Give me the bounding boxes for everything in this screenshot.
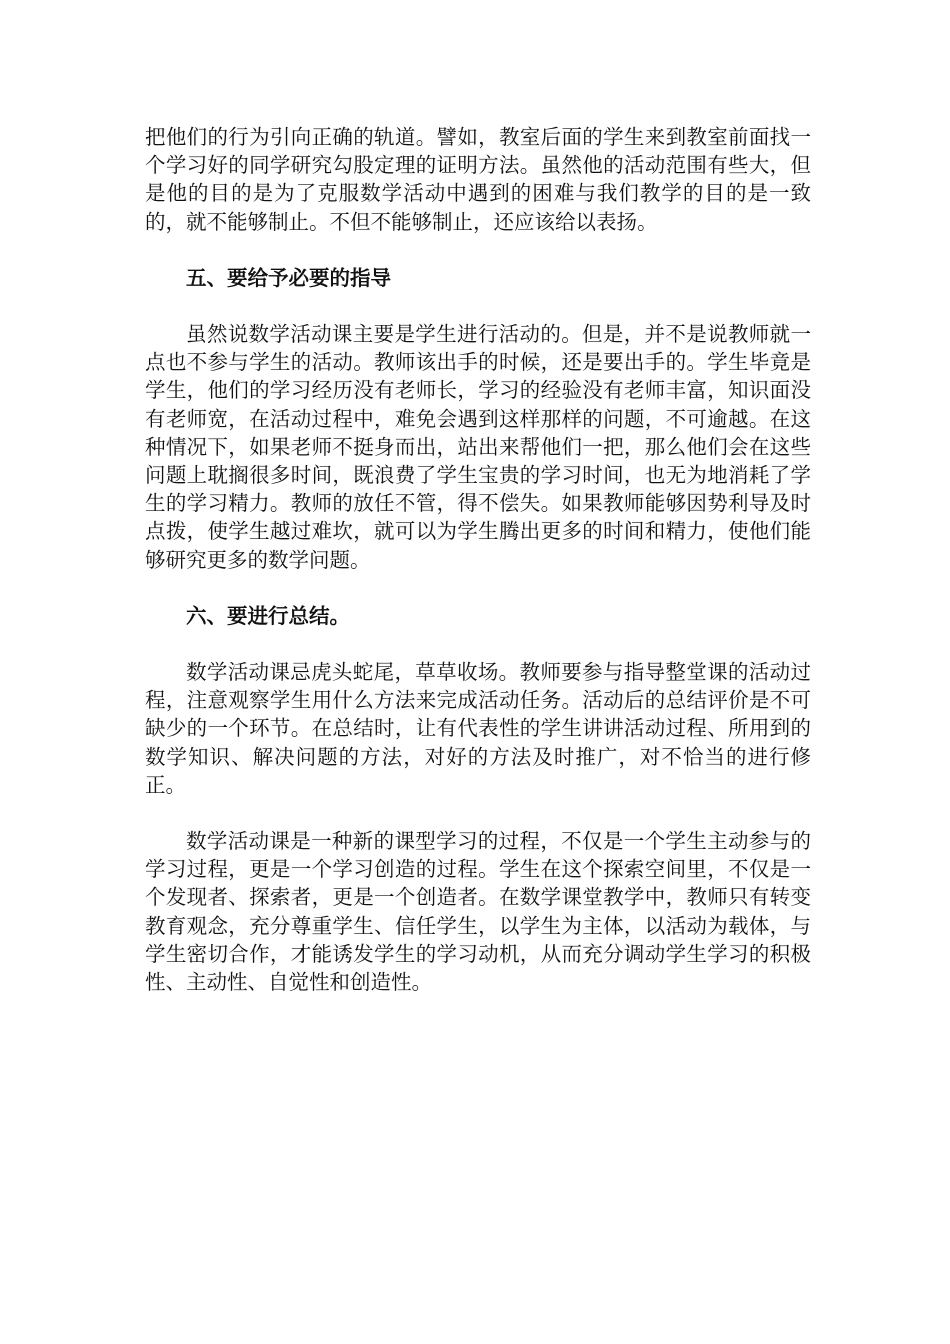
document-body (145, 123, 811, 996)
section-heading-5: 五、要给予必要的指导 (186, 265, 391, 290)
paragraph-continuation: 把他们的行为引向正确的轨道。譬如，教室后面的学生来到教室前面找一个学习好的同学研究勾股定理的证明方法。虽然他的活动范围有些大，但是他的目的是为了克服数学活动中遇到的困难与我们教学的目的是一致的，就不能够制止。不但不能够制止，还应该给以表扬。 (145, 125, 811, 234)
section-heading-6: 六、要进行总结。 (186, 603, 350, 628)
paragraph-conclusion: 数学活动课是一种新的课型学习的过程，不仅是一个学生主动参与的学习过程，更是一个学习创造的过程。学生在这个探索空间里，不仅是一个发现者、探索者，更是一个创造者。在数学课堂教学中，教师只有转变教育观念，充分尊重学生、信任学生，以学生为主体，以活动为载体，与学生密切合作，才能诱发学生的学习动机，从而充分调动学生学习的积极性、主动性、自觉性和创造性。 (145, 829, 811, 995)
paragraph-guidance: 虽然说数学活动课主要是学生进行活动的。但是，并不是说教师就一点也不参与学生的活动。教师该出手的时候，还是要出手的。学生毕竟是学生，他们的学习经历没有老师长，学习的经验没有老师丰富，知识面没有老师宽，在活动过程中，难免会遇到这样那样的问题，不可逾越。在这种情况下，如果老师不挺身而出，站出来帮他们一把，那么他们会在这些问题上耽搁很多时间，既浪费了学生宝贵的学习时间，也无为地消耗了学生的学习精力。教师的放任不管，得不偿失。如果教师能够因势利导及时点拨，使学生越过难坎，就可以为学生腾出更多的时间和精力，使他们能够研究更多的数学问题。 (145, 322, 811, 572)
paragraph-summary: 数学活动课忌虎头蛇尾，草草收场。教师要参与指导整堂课的活动过程，注意观察学生用什么方法来完成活动任务。活动后的总结评价是不可缺少的一个环节。在总结时，让有代表性的学生讲讲活动过程、所用到的数学知识、解决问题的方法，对好的方法及时推广，对不恰当的进行修正。 (145, 660, 811, 797)
